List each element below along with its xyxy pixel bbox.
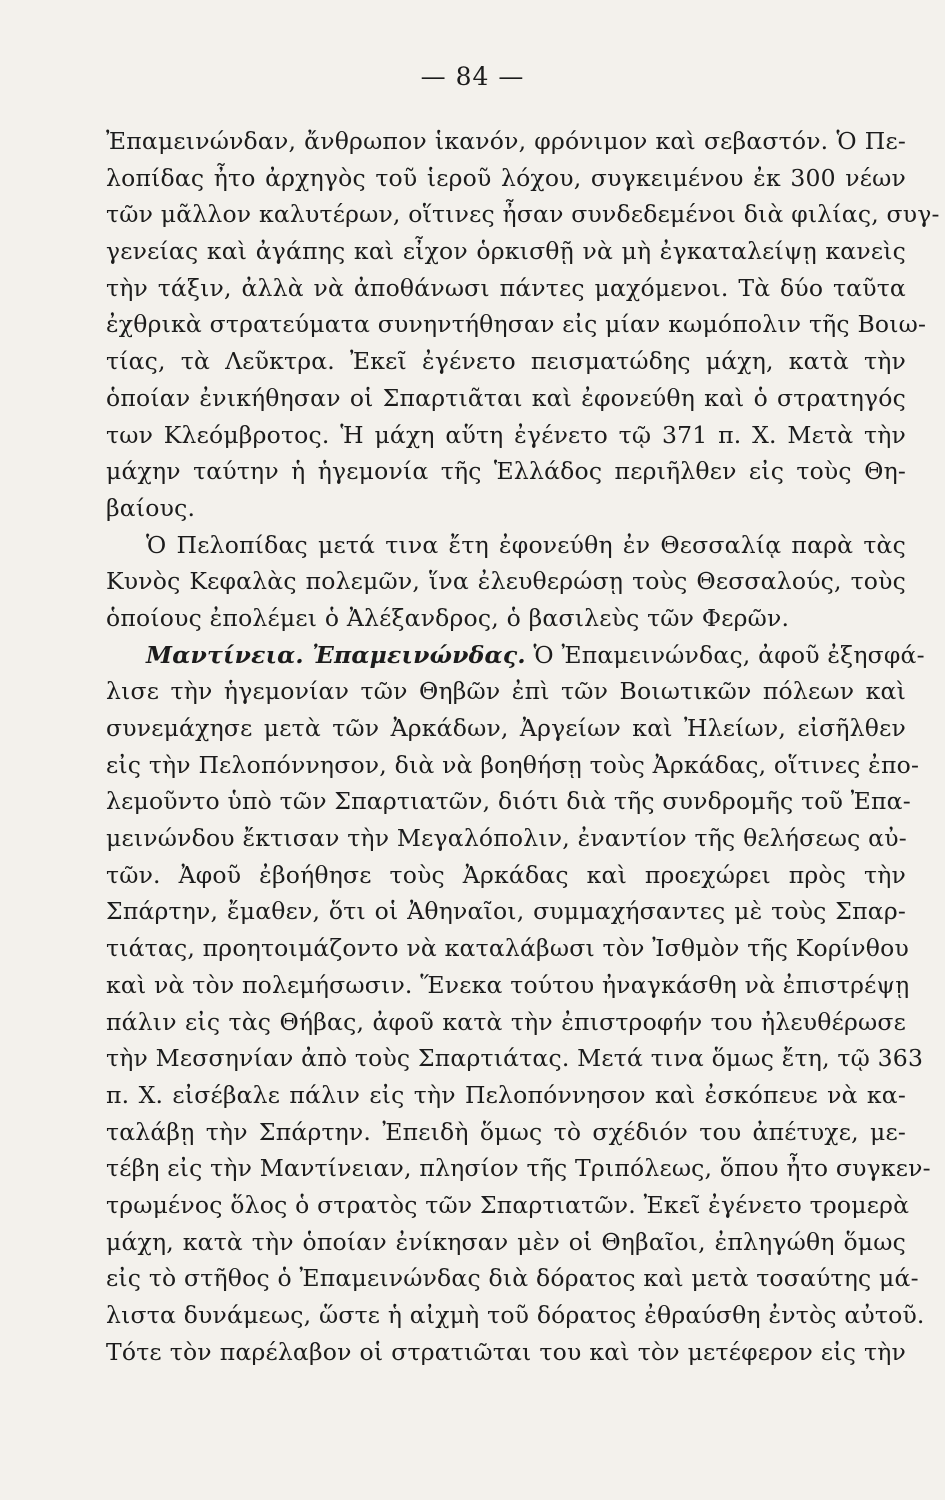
text-line: ὁποίους ἐπολέμει ὁ Ἀλέξανδρος, ὁ βασιλεὺς τῶν Φερῶν. [106, 603, 790, 632]
text-line: των Κλεόμβροτος. Ἡ μάχη αὕτη ἐγένετο τῷ 371 π. Χ. Μετὰ τὴν [106, 420, 906, 449]
text-line: πάλιν εἰς τὰς Θήβας, ἀφοῦ κατὰ τὴν ἐπιστροφήν του ἠλευθέρωσε [106, 1007, 906, 1036]
text-line: λοπίδας ἦτο ἀρχηγὸς τοῦ ἱεροῦ λόχου, συγκειμένου ἐκ 300 νέων [106, 163, 906, 192]
text-line: μάχη, κατὰ τὴν ὁποίαν ἐνίκησαν μὲν οἱ Θηβαῖοι, ἐπληγώθη ὅμως [106, 1227, 906, 1256]
text-line: τὴν Μεσσηνίαν ἀπὸ τοὺς Σπαρτιάτας. Μετά τινα ὅμως ἔτη, τῷ 363 [106, 1044, 924, 1073]
body-text [106, 123, 940, 1407]
text-line: λιστα δυνάμεως, ὥστε ἡ αἰχμὴ τοῦ δόρατος ἐθραύσθη ἐντὸς αὐτοῦ. [106, 1301, 925, 1329]
text-line: π. Χ. εἰσέβαλε πάλιν εἰς τὴν Πελοπόννησον καὶ ἐσκόπευε νὰ κα- [106, 1080, 906, 1109]
text-line: τέβη εἰς τὴν Μαντίνειαν, πλησίον τῆς Τριπόλεως, ὅπου ἦτο συγκεν- [106, 1154, 931, 1183]
text-line: ταλάβῃ τὴν Σπάρτην. Ἐπειδὴ ὅμως τὸ σχέδιόν του ἀπέτυχε, με- [106, 1117, 906, 1146]
text-line: λεμοῦντο ὑπὸ τῶν Σπαρτιατῶν, διότι διὰ τῆς συνδρομῆς τοῦ Ἐπα- [106, 787, 911, 816]
text-line: γενείας καὶ ἀγάπης καὶ εἶχον ὁρκισθῇ νὰ μὴ ἐγκαταλείψῃ κανεὶς [106, 237, 906, 266]
section-heading: Μαντίνεια. Ἐπαμεινώνδας. [146, 640, 526, 669]
text-line: μεινώνδου ἔκτισαν τὴν Μεγαλόπολιν, ἐναντίον τῆς θελήσεως αὐ- [106, 824, 907, 853]
text-line: τὴν τάξιν, ἀλλὰ νὰ ἀποθάνωσι πάντες μαχόμενοι. Τὰ δύο ταῦτα [106, 273, 906, 302]
text-line: τιάτας, προητοιμάζοντο νὰ καταλάβωσι τὸν Ἰσθμὸν τῆς Κορίνθου [106, 934, 909, 963]
section-heading-line [106, 637, 925, 674]
page-number: — 84 — [420, 62, 525, 91]
text-line: καὶ νὰ τὸν πολεμήσωσιν. Ἕνεκα τούτου ἠναγκάσθη νὰ ἐπιστρέψῃ [106, 970, 910, 999]
text-line: εἰς τὴν Πελοπόννησον, διὰ νὰ βοηθήσῃ τοὺς Ἀρκάδας, οἵτινες ἐπο- [106, 750, 920, 779]
text-line: Σπάρτην, ἔμαθεν, ὅτι οἱ Ἀθηναῖοι, συμμαχήσαντες μὲ τοὺς Σπαρ- [106, 897, 906, 926]
text-line: Ὁ Πελοπίδας μετά τινα ἔτη ἐφονεύθη ἐν Θεσσαλίᾳ παρὰ τὰς [146, 530, 906, 559]
text-line: Ἐπαμεινώνδαν, ἄνθρωπον ἱκανόν, φρόνιμον καὶ σεβαστόν. Ὁ Πε- [106, 127, 906, 155]
text-line: τῶν. Ἀφοῦ ἐβοήθησε τοὺς Ἀρκάδας καὶ προεχώρει πρὸς τὴν [106, 860, 906, 889]
text-line: μάχην ταύτην ἡ ἡγεμονία τῆς Ἑλλάδος περιῆλθεν εἰς τοὺς Θη- [106, 457, 906, 486]
text-line: βαίους. [106, 493, 196, 522]
text-line: τῶν μᾶλλον καλυτέρων, οἵτινες ἦσαν συνδεδεμένοι διὰ φιλίας, συγ- [106, 200, 940, 229]
text-line: ἐχθρικὰ στρατεύματα συνηντήθησαν εἰς μίαν κωμόπολιν τῆς Βοιω- [106, 310, 927, 339]
text-line: συνεμάχησε μετὰ τῶν Ἀρκάδων, Ἀργείων καὶ Ἠλείων, εἰσῆλθεν [106, 714, 906, 742]
text-line: Κυνὸς Κεφαλὰς πολεμῶν, ἵνα ἐλευθερώσῃ τοὺς Θεσσαλούς, τοὺς [106, 567, 906, 596]
text-line: εἰς τὸ στῆθος ὁ Ἐπαμεινώνδας διὰ δόρατος καὶ μετὰ τοσαύτης μά- [106, 1264, 919, 1293]
text-line: Τότε τὸν παρέλαβον οἱ στρατιῶται του καὶ τὸν μετέφερον εἰς τὴν [106, 1337, 906, 1366]
text-line: ὁποίαν ἐνικήθησαν οἱ Σπαρτιᾶται καὶ ἐφονεύθη καὶ ὁ στρατηγός [106, 383, 906, 412]
text-line: λισε τὴν ἡγεμονίαν τῶν Θηβῶν ἐπὶ τῶν Βοιωτικῶν πόλεων καὶ [106, 677, 906, 706]
text-line: τρωμένος ὅλος ὁ στρατὸς τῶν Σπαρτιατῶν. Ἐκεῖ ἐγένετο τρομερὰ [106, 1190, 910, 1219]
text-line [106, 1370, 906, 1407]
section-lead: Ὁ Ἐπαμεινώνδας, ἀφοῦ ἐξησφά- [533, 640, 925, 669]
text-line: τίας, τὰ Λεῦκτρα. Ἐκεῖ ἐγένετο πεισματώδης μάχη, κατὰ τὴν [106, 347, 906, 376]
